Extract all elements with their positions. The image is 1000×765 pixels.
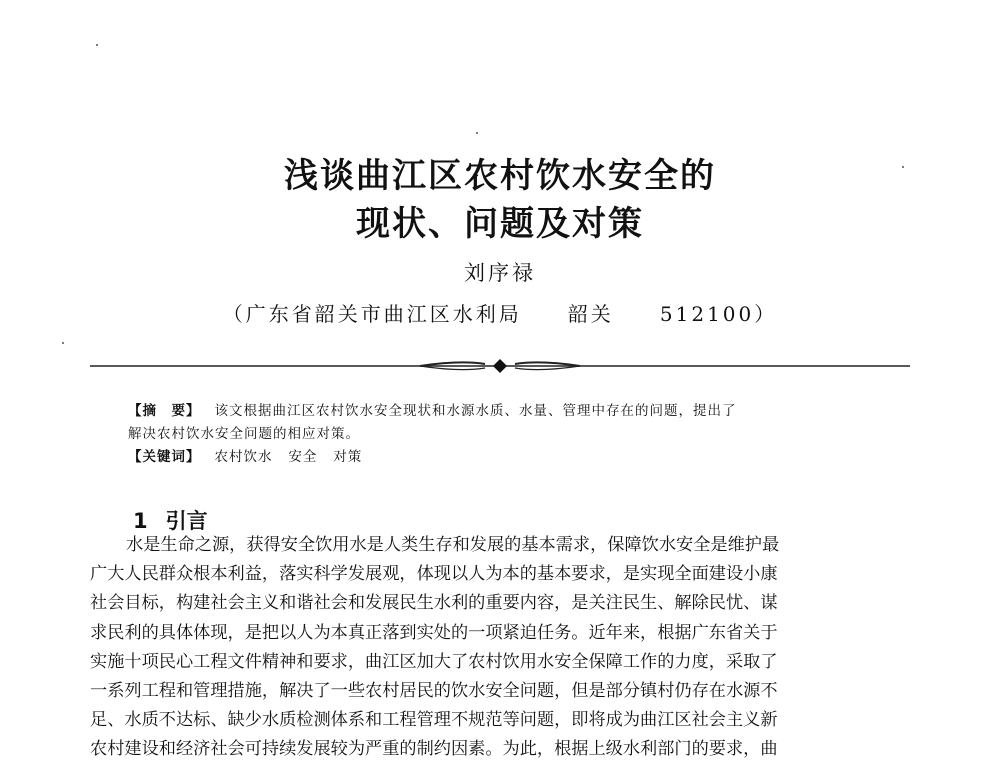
keyword-1: 农村饮水: [214, 449, 273, 465]
affiliation-org: 广东省韶关市曲江区水利局: [245, 302, 522, 326]
scan-speck: [62, 342, 64, 344]
affiliation-close-paren: ）: [754, 302, 778, 326]
section-title: 引言: [165, 509, 208, 533]
body-line-7: 足、水质不达标、缺少水质检测体系和工程管理不规范等问题，即将成为曲江区社会主义新: [90, 710, 778, 731]
affiliation-postcode: 512100: [659, 302, 755, 326]
keyword-3: 对策: [333, 449, 363, 465]
ornamental-divider: [90, 356, 910, 376]
scan-speck: [902, 166, 904, 168]
abstract-text-1: 该文根据曲江区农村饮水安全现状和水源水质、水量、管理中存在的问题，提出了: [214, 403, 737, 419]
body-line-3: 社会目标，构建社会主义和谐社会和发展民生水利的重要内容，是关注民生、解除民忧、谋: [90, 593, 778, 614]
body-line-5: 实施十项民心工程文件精神和要求，曲江区加大了农村饮用水安全保障工作的力度，采取了: [90, 651, 778, 672]
body-paragraph: [90, 531, 910, 765]
author-name: 刘序禄: [464, 261, 536, 285]
abstract-label: 【摘 要】: [128, 403, 201, 419]
keyword-2: 安全: [288, 449, 318, 465]
keywords-line: [128, 446, 888, 469]
affiliation-open-paren: （: [222, 302, 246, 326]
body-line-6: 一系列工程和管理措施，解决了一些农村居民的饮水安全问题，但是部分镇村仍存在水源不: [90, 681, 778, 702]
author-affiliation: [0, 298, 1000, 327]
section-number: 1: [133, 509, 148, 533]
body-line-4: 求民利的具体体现，是把以人为本真正落到实处的一项紧迫任务。近年来，根据广东省关于: [90, 622, 778, 643]
keywords-label: 【关键词】: [128, 449, 201, 465]
body-line-8: 农村建设和经济社会可持续发展较为严重的制约因素。为此，根据上级水利部门的要求，曲: [90, 739, 778, 760]
abstract-line-1: [128, 400, 888, 423]
body-line-2: 广大人民群众根本利益，落实科学发展观，体现以人为本的基本要求，是实现全面建设小康: [90, 564, 778, 585]
paper-title-line-1: 浅谈曲江区农村饮水安全的: [284, 156, 716, 196]
body-line-1: 水是生命之源，获得安全饮用水是人类生存和发展的基本需求，保障饮水安全是维护最: [126, 535, 780, 555]
scan-speck: [96, 44, 98, 46]
abstract-line-2: 解决农村饮水安全问题的相应对策。: [128, 426, 360, 442]
paper-title-line-2: 现状、问题及对策: [356, 204, 644, 244]
affiliation-city: 韶关: [567, 302, 614, 326]
abstract-block: [128, 400, 888, 469]
scan-speck: [476, 132, 478, 134]
